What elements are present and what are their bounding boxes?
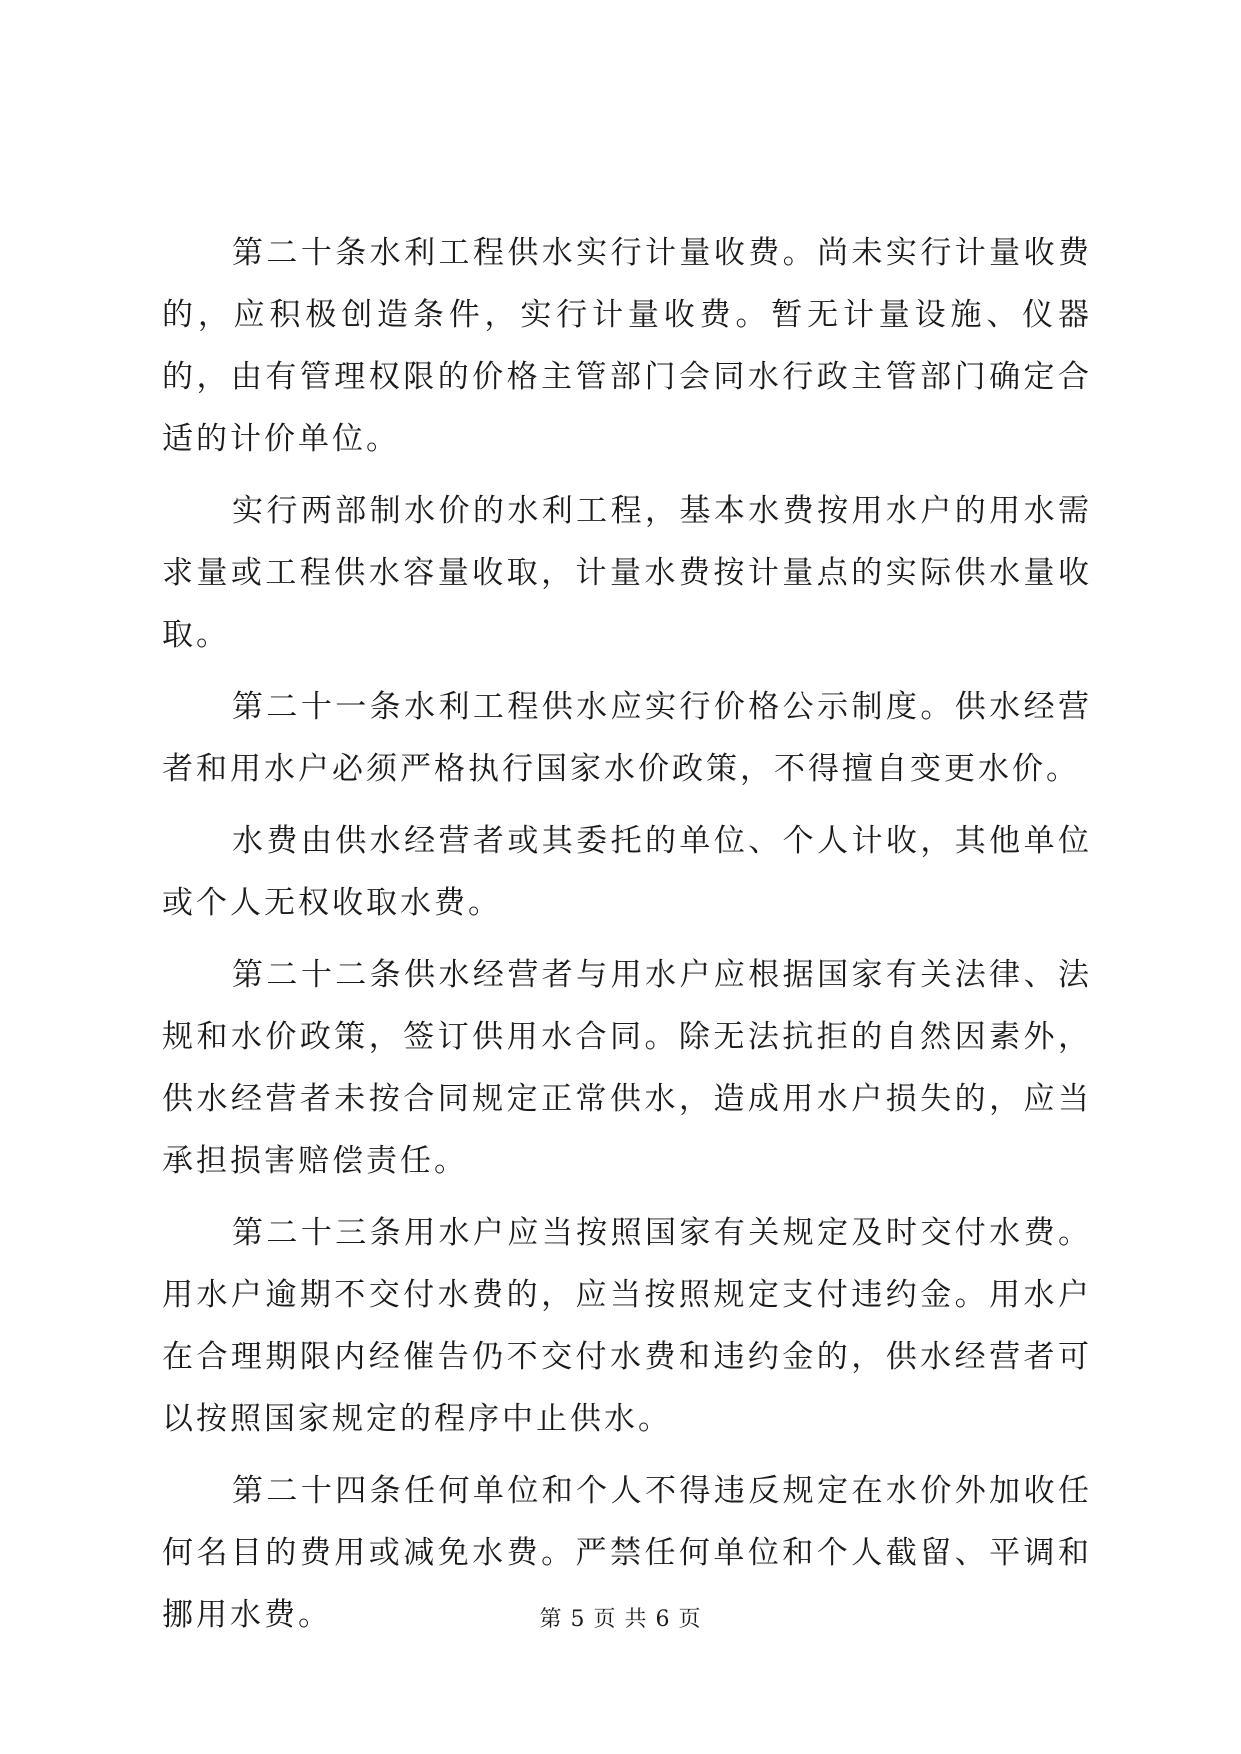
document-body bbox=[162, 222, 1092, 1656]
paragraph-article-21: 第二十一条水利工程供水应实行价格公示制度。供水经营者和用水户必须严格执行国家水价政策，不得擅自变更水价。 bbox=[162, 689, 1092, 787]
paragraph-article-20: 第二十条水利工程供水实行计量收费。尚未实行计量收费的，应积极创造条件，实行计量收费。暂无计量设施、仪器的，由有管理权限的价格主管部门会同水行政主管部门确定合适的计价单位。 bbox=[162, 235, 1092, 457]
page-number-footer: 第 5 页 共 6 页 bbox=[539, 1607, 702, 1632]
paragraph-article-24: 第二十四条任何单位和个人不得违反规定在水价外加收任何名目的费用或减免水费。严禁任何单位和个人截留、平调和挪用水费。 bbox=[162, 1473, 1092, 1633]
paragraph-article-22: 第二十二条供水经营者与用水户应根据国家有关法律、法规和水价政策，签订供用水合同。除无法抗拒的自然因素外，供水经营者未按合同规定正常供水，造成用水户损失的，应当承担损害赔偿责任。 bbox=[162, 957, 1092, 1179]
paragraph-two-part-pricing: 实行两部制水价的水利工程，基本水费按用水户的用水需求量或工程供水容量收取，计量水费按计量点的实际供水量收取。 bbox=[162, 493, 1092, 653]
paragraph-article-23: 第二十三条用水户应当按照国家有关规定及时交付水费。用水户逾期不交付水费的，应当按照规定支付违约金。用水户在合理期限内经催告仍不交付水费和违约金的，供水经营者可以按照国家规定的程序中止供水。 bbox=[162, 1215, 1092, 1437]
paragraph-fee-collection: 水费由供水经营者或其委托的单位、个人计收，其他单位或个人无权收取水费。 bbox=[162, 823, 1092, 921]
